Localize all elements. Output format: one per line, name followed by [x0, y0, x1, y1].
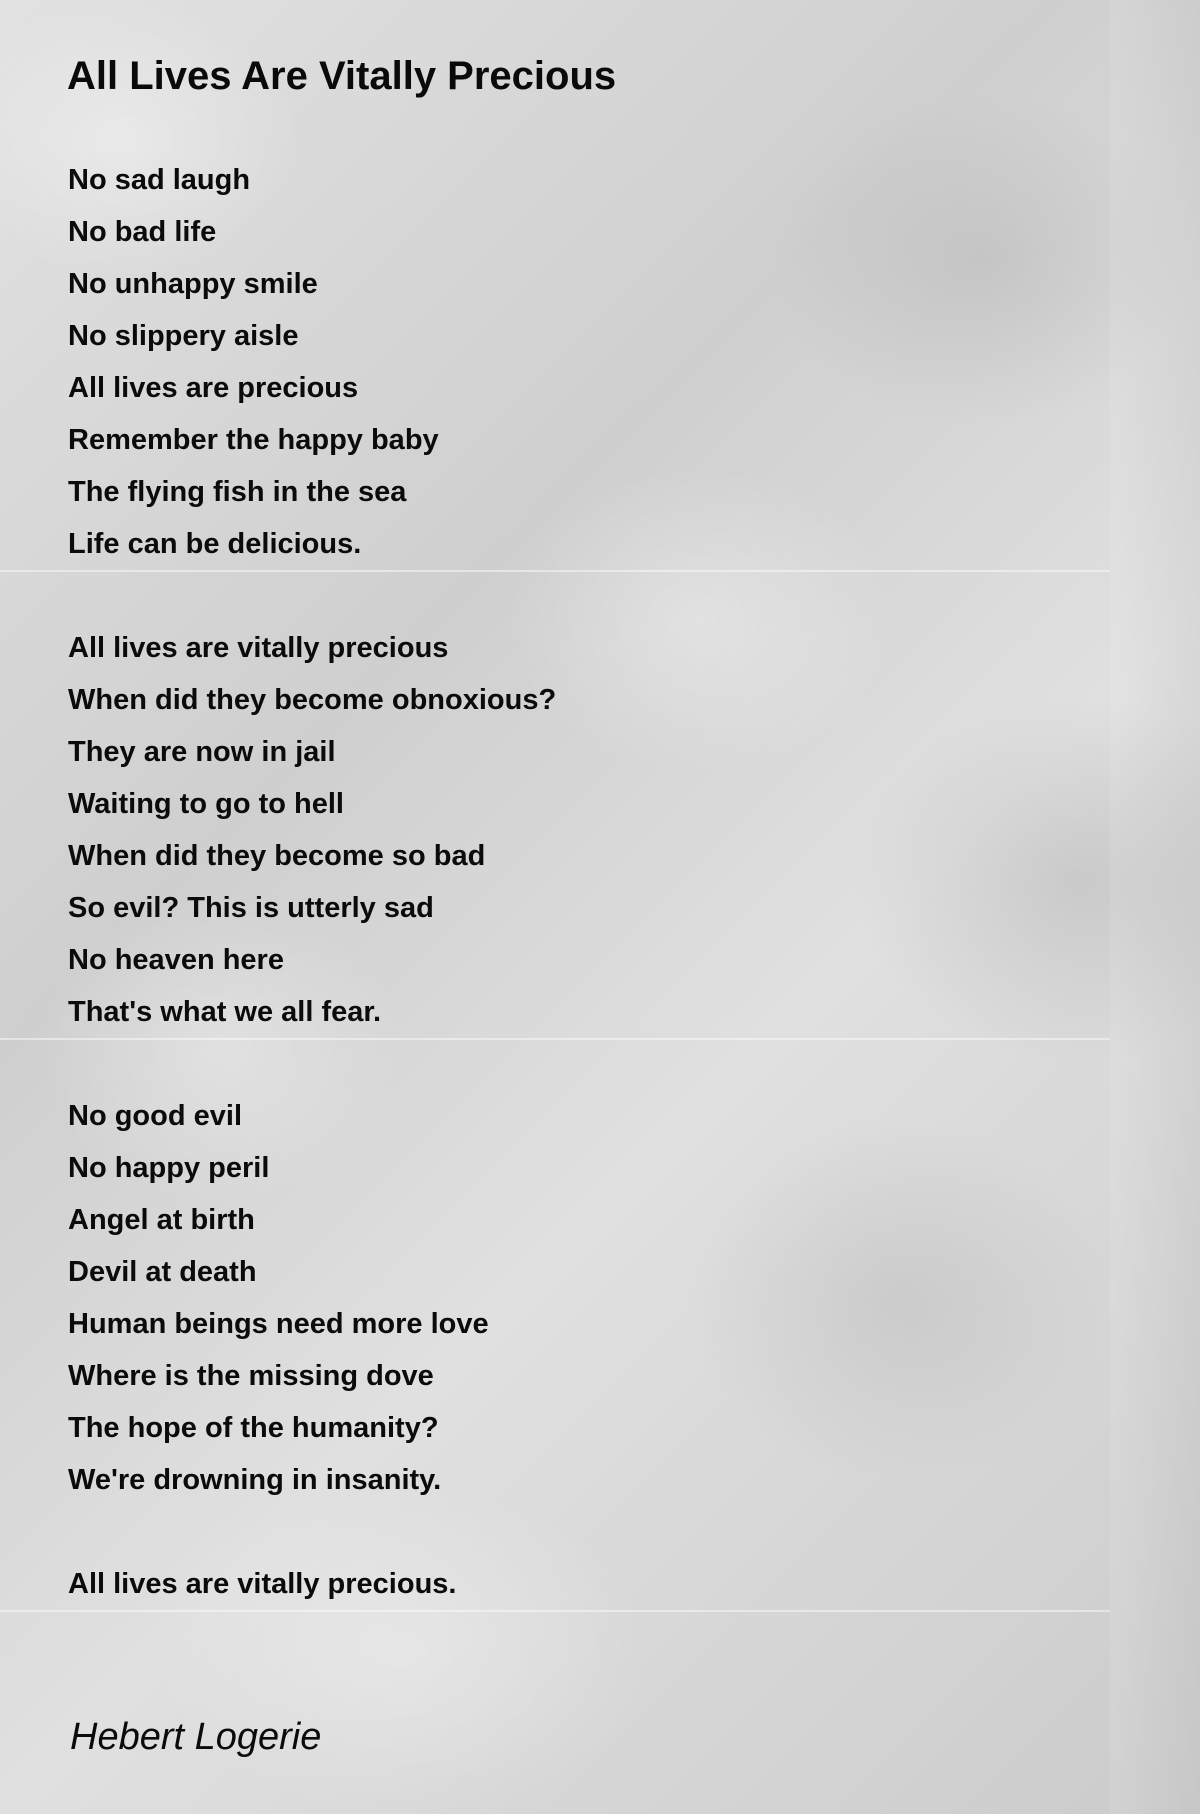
poem-line: When did they become obnoxious?: [68, 684, 557, 716]
poem-line: So evil? This is utterly sad: [68, 892, 434, 924]
poem-title: All Lives Are Vitally Precious: [67, 54, 617, 98]
poem-line: Where is the missing dove: [68, 1360, 434, 1392]
poem-line: The hope of the humanity?: [68, 1412, 439, 1444]
background-texture: [1110, 0, 1200, 1814]
poem-line: No bad life: [68, 216, 217, 248]
poem-line: Human beings need more love: [68, 1308, 489, 1340]
poem-line: Devil at death: [68, 1256, 257, 1288]
stanza: [68, 1558, 1068, 1610]
poem-body: [68, 154, 1068, 1610]
poem-line: The flying fish in the sea: [68, 476, 407, 508]
poem-line: All lives are precious: [68, 372, 359, 404]
poem-line: No happy peril: [68, 1152, 270, 1184]
poem-line: They are now in jail: [68, 736, 336, 768]
poem-line: We're drowning in insanity.: [68, 1464, 442, 1496]
poem-line: All lives are vitally precious: [68, 632, 449, 664]
poem-line: That's what we all fear.: [68, 996, 382, 1028]
poem-line: No unhappy smile: [68, 268, 318, 300]
background-seam: [0, 1610, 1110, 1612]
stanza: [68, 622, 1068, 1038]
poem-line: Remember the happy baby: [68, 424, 439, 456]
stanza: [68, 1090, 1068, 1506]
stanza: [68, 154, 1068, 570]
author-name: Hebert Logerie: [70, 1716, 322, 1758]
poem-line: Angel at birth: [68, 1204, 255, 1236]
poem-line: When did they become so bad: [68, 840, 486, 872]
poem-line: No heaven here: [68, 944, 284, 976]
poem-line: Waiting to go to hell: [68, 788, 344, 820]
poem-line: No slippery aisle: [68, 320, 299, 352]
poem-line: Life can be delicious.: [68, 528, 362, 560]
poem-line: All lives are vitally precious.: [68, 1568, 457, 1600]
poem-line: No good evil: [68, 1100, 242, 1132]
poem-line: No sad laugh: [68, 164, 251, 196]
